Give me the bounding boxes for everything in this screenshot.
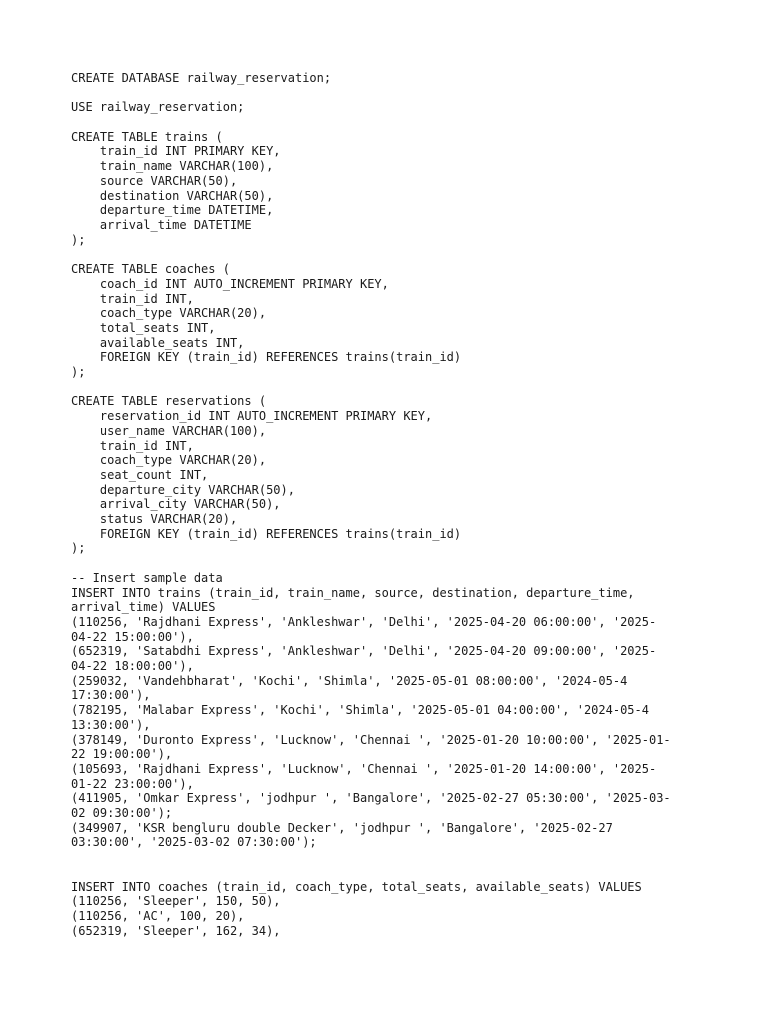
code-line: 02 09:30:00'); (71, 806, 173, 821)
code-line: seat_count INT, (71, 467, 209, 482)
code-line: destination VARCHAR(50), (71, 188, 274, 203)
code-line: user_name VARCHAR(100), (71, 423, 267, 438)
code-line: reservation_id INT AUTO_INCREMENT PRIMARY KEY, (71, 409, 433, 424)
code-line: 17:30:00'), (71, 688, 151, 703)
code-line: arrival_time DATETIME (71, 218, 252, 232)
code-line: ); (71, 365, 86, 380)
code-line: FOREIGN KEY (train_id) REFERENCES trains(train_id) (71, 350, 462, 365)
code-line: (349907, 'KSR bengluru double Decker', 'jodhpur ', 'Bangalore', '2025-02-27 (71, 820, 613, 835)
code-line (71, 247, 711, 262)
code-line: FOREIGN KEY (train_id) REFERENCES trains(train_id) (71, 526, 462, 541)
code-line (71, 865, 711, 880)
code-line: ); (71, 232, 86, 247)
code-line: USE railway_reservation; (71, 100, 245, 115)
code-line: (411905, 'Omkar Express', 'jodhpur ', 'Bangalore', '2025-02-27 05:30:00', '2025-03- (71, 791, 671, 806)
code-line: CREATE TABLE coaches ( (71, 262, 230, 277)
code-line: (105693, 'Rajdhani Express', 'Lucknow', 'Chennai ', '2025-01-20 14:00:00', '2025- (71, 761, 657, 776)
code-line: 04-22 15:00:00'), (71, 629, 194, 644)
code-line: 03:30:00', '2025-03-02 07:30:00'); (71, 835, 317, 850)
sql-code-block (71, 71, 711, 938)
code-line: (259032, 'Vandehbharat', 'Kochi', 'Shimla', '2025-05-01 08:00:00', '2024-05-4 (71, 673, 628, 688)
code-line: 01-22 23:00:00'), (71, 776, 194, 791)
code-line: 04-22 18:00:00'), (71, 659, 194, 674)
code-line: 22 19:00:00'), (71, 747, 173, 762)
code-line: INSERT INTO coaches (train_id, coach_type, total_seats, available_seats) VALUES (71, 879, 642, 894)
code-line: CREATE DATABASE railway_reservation; (71, 71, 332, 85)
code-line: arrival_city VARCHAR(50), (71, 497, 281, 512)
code-line: -- Insert sample data (71, 570, 223, 585)
code-line (71, 380, 711, 395)
code-line: (652319, 'Sleeper', 162, 34), (71, 923, 281, 938)
code-line: (378149, 'Duronto Express', 'Lucknow', 'Chennai ', '2025-01-20 10:00:00', '2025-01- (71, 732, 671, 747)
code-line (71, 115, 711, 130)
code-line: 13:30:00'), (71, 717, 151, 732)
code-line: coach_id INT AUTO_INCREMENT PRIMARY KEY, (71, 276, 389, 291)
code-line: status VARCHAR(20), (71, 512, 238, 527)
code-line: train_id INT, (71, 438, 194, 453)
code-line: coach_type VARCHAR(20), (71, 306, 267, 321)
code-line: departure_city VARCHAR(50), (71, 482, 295, 497)
code-line: INSERT INTO trains (train_id, train_name, source, destination, departure_time, (71, 585, 635, 600)
code-line: CREATE TABLE reservations ( (71, 394, 267, 409)
code-line: (652319, 'Satabdhi Express', 'Ankleshwar', 'Delhi', '2025-04-20 09:00:00', '2025- (71, 644, 657, 659)
code-line: (110256, 'AC', 100, 20), (71, 908, 245, 923)
code-line (71, 556, 711, 571)
code-line: source VARCHAR(50), (71, 173, 238, 188)
code-line: CREATE TABLE trains ( (71, 129, 223, 144)
code-line: available_seats INT, (71, 335, 245, 350)
code-line: train_name VARCHAR(100), (71, 159, 274, 174)
code-line: train_id INT, (71, 291, 194, 306)
code-line: arrival_time) VALUES (71, 600, 216, 615)
code-line: (110256, 'Rajdhani Express', 'Ankleshwar', 'Delhi', '2025-04-20 06:00:00', '2025- (71, 614, 657, 629)
code-line: train_id INT PRIMARY KEY, (71, 144, 281, 159)
code-line: coach_type VARCHAR(20), (71, 453, 267, 468)
code-line: (110256, 'Sleeper', 150, 50), (71, 894, 281, 909)
code-line (71, 86, 711, 101)
code-line: ); (71, 541, 86, 556)
code-line: departure_time DATETIME, (71, 203, 274, 218)
code-line (71, 850, 711, 865)
code-line: total_seats INT, (71, 320, 216, 335)
code-line: (782195, 'Malabar Express', 'Kochi', 'Shimla', '2025-05-01 04:00:00', '2024-05-4 (71, 703, 649, 718)
